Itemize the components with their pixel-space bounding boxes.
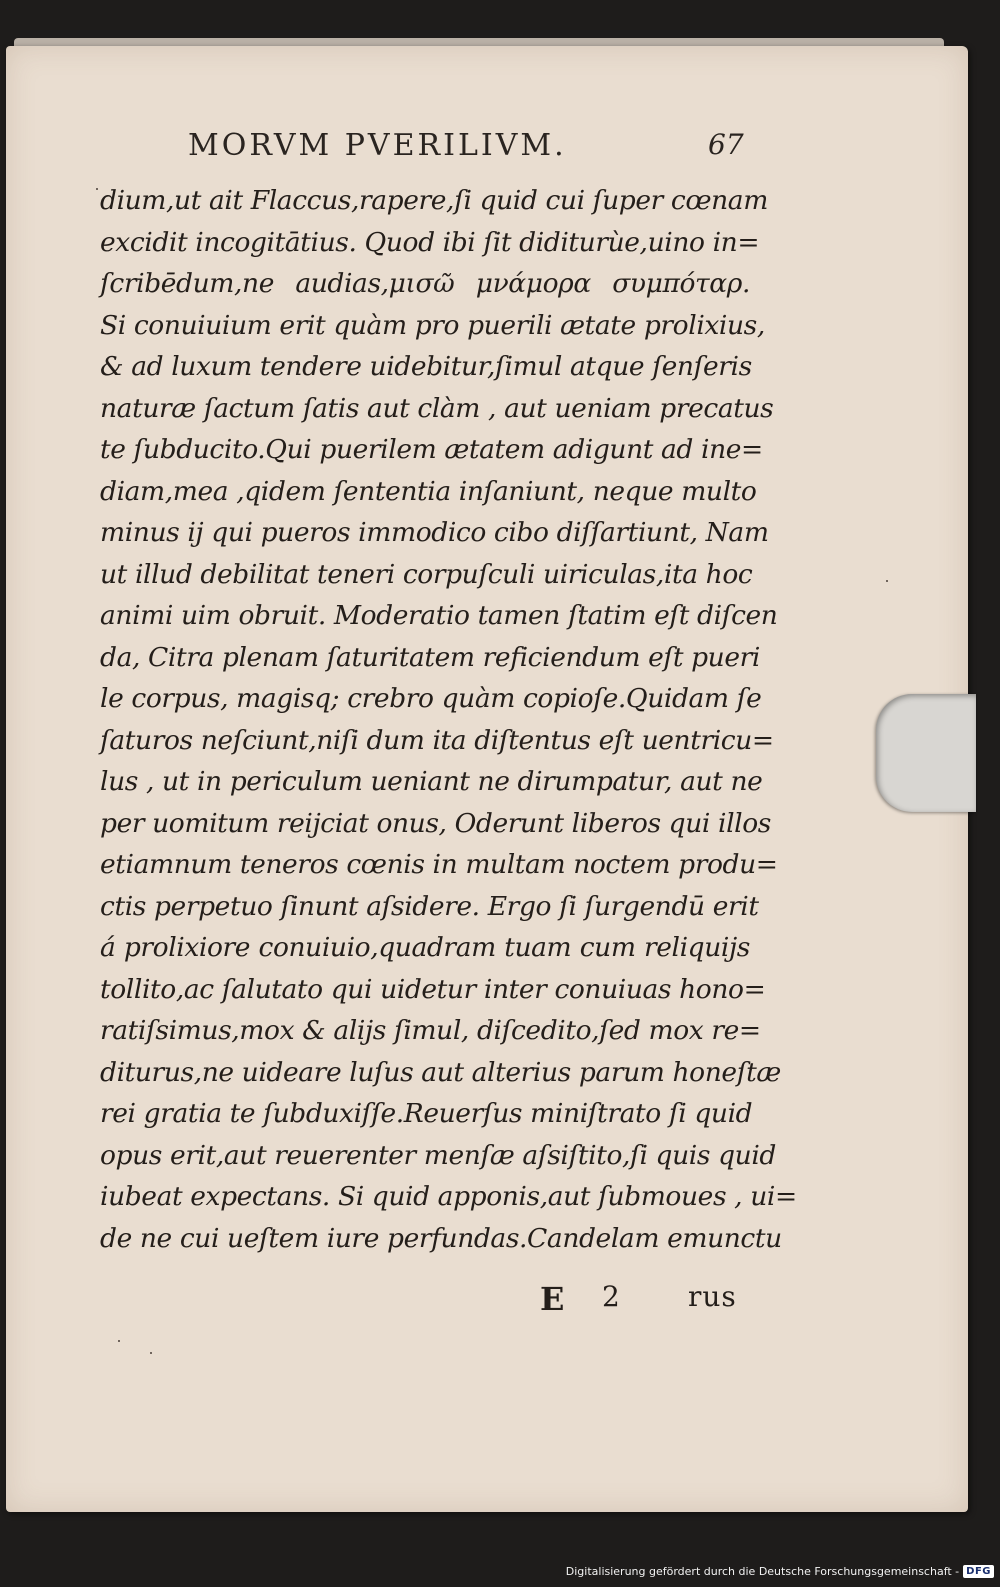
text-line: ut illud debilitat teneri corpuſculi uiriculas,ita hoc bbox=[100, 558, 753, 590]
ink-speck bbox=[118, 1340, 120, 1342]
text-line: ratiſsimus,mox & alijs ſimul, diſcedito,ſed mox re= bbox=[100, 1015, 761, 1046]
text-line: da, Citra plenam ſaturitatem reficiendum eſt pueri bbox=[100, 641, 760, 673]
page-holder-clip bbox=[876, 694, 976, 812]
text-line: minus ij qui pueros immodico cibo diſſartiunt, Nam bbox=[100, 517, 769, 548]
text-line: diturus,ne uideare luſus aut alterius parum honeſtæ bbox=[100, 1056, 781, 1088]
text-line: Si conuiuium erit quàm pro puerili ætate prolixius, bbox=[100, 309, 765, 341]
footer-credit-bar bbox=[566, 1561, 994, 1581]
text-line: tollito,ac ſalutato qui uidetur inter conuiuas hono= bbox=[100, 973, 766, 1005]
text-line: te ſubducito.Qui puerilem ætatem adigunt ad ine= bbox=[100, 434, 763, 465]
signature-number: 2 bbox=[602, 1280, 620, 1313]
text-line: le corpus, magisq; crebro quàm copioſe.Quidam ſe bbox=[100, 683, 762, 714]
text-line: lus , ut in periculum ueniant ne dirumpatur, aut ne bbox=[100, 766, 763, 797]
text-line: & ad luxum tendere uidebitur,ſimul atque ſenſeris bbox=[100, 351, 752, 382]
catchword: rus bbox=[688, 1280, 737, 1313]
page-number: 67 bbox=[708, 128, 744, 161]
text-line: diam,mea ,qidem ſententia inſaniunt, neque multo bbox=[100, 475, 757, 507]
signature-mark: E bbox=[540, 1280, 565, 1318]
ink-speck bbox=[150, 1352, 152, 1354]
ink-speck bbox=[96, 188, 98, 190]
text-line: ctis perpetuo ſinunt aſsidere. Ergo ſi ſurgendū erit bbox=[100, 890, 759, 922]
running-head: MORVM PVERILIVM. bbox=[188, 128, 567, 163]
text-line: á prolixiore conuiuio,quadram tuam cum reliquijs bbox=[100, 932, 750, 963]
text-line: ſaturos neſciunt,niſi dum ita diſtentus eſt uentricu= bbox=[100, 724, 774, 756]
text-line: rei gratia te ſubduxiſſe.Reuerſus miniſtrato ſi quid bbox=[100, 1098, 753, 1129]
text-line: dium,ut ait Flaccus,rapere,ſi quid cui ſuper cœnam bbox=[100, 185, 768, 216]
dfg-logo: DFG bbox=[963, 1565, 994, 1578]
ink-speck bbox=[886, 580, 888, 582]
text-line: naturæ ſactum ſatis aut clàm , aut ueniam precatus bbox=[100, 392, 774, 424]
text-line: per uomitum reijciat onus, Oderunt liberos qui illos bbox=[100, 807, 771, 839]
footer-credit: Digitalisierung gefördert durch die Deutsche Forschungsgemeinschaft - bbox=[565, 1564, 960, 1578]
text-line: etiamnum teneros cœnis in multam noctem produ= bbox=[100, 849, 778, 880]
text-line: excidit incogitātius. Quod ibi ſit diditurùe,uino in= bbox=[100, 226, 760, 258]
text-line: opus erit,aut reuerenter menſæ aſsiſtito,ſi quis quid bbox=[100, 1139, 776, 1171]
text-line: animi uim obruit. Moderatio tamen ſtatim eſt diſcen bbox=[100, 600, 778, 631]
text-line: ſcribēdum,ne audias,μισῶ μνάμορα συμπόταρ. bbox=[100, 268, 750, 299]
text-line: de ne cui ueſtem iure perfundas.Candelam emunctu bbox=[100, 1222, 782, 1254]
signature-line bbox=[540, 1280, 750, 1320]
text-line: iubeat expectans. Si quid apponis,aut ſubmoues , ui= bbox=[100, 1181, 797, 1212]
body-text bbox=[100, 180, 797, 1259]
